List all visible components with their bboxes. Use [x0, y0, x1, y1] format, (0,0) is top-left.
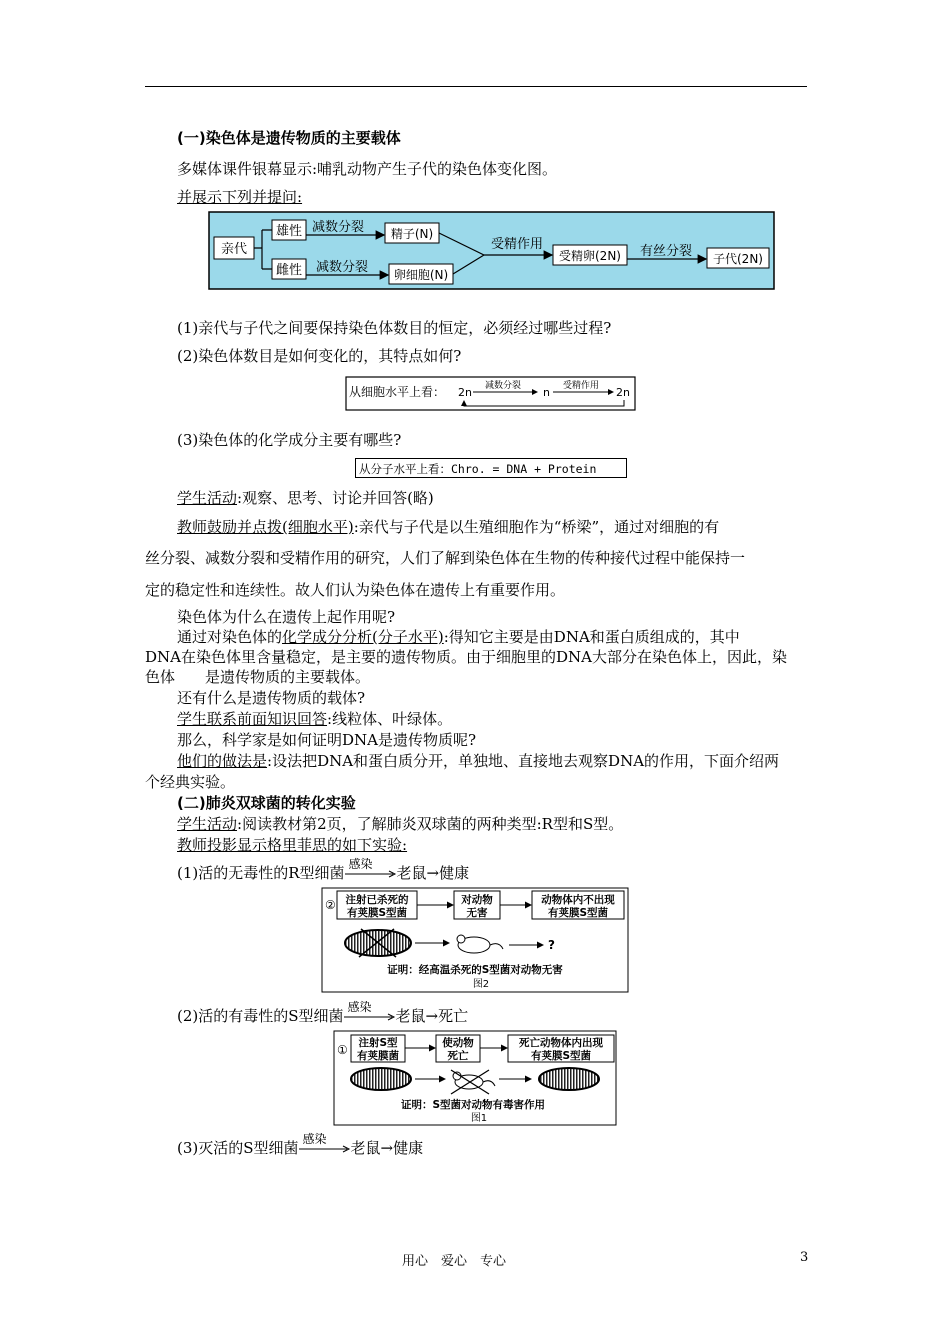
petri-dish-icon	[539, 1068, 599, 1090]
cell-level-label: 从细胞水平上看：	[349, 385, 446, 399]
experiment-2-result: 老鼠→死亡	[395, 1007, 469, 1025]
cell-end: 2n	[616, 386, 630, 399]
figure-2-box1-line1: 注射已杀死的	[345, 894, 409, 906]
figure-2-caption: 图2	[472, 979, 490, 990]
student-read-text: :阅读教材第2页，了解肺炎双球菌的两种类型:R型和S型。	[237, 815, 624, 833]
experiment-3-result: 老鼠→健康	[350, 1139, 424, 1157]
molecule-level-box: 从分子水平上看：Chro. = DNA + Protein	[355, 458, 627, 478]
figure-2-box2-line2: 无害	[466, 907, 488, 919]
chromosome-flow-diagram	[208, 211, 776, 291]
fertilization-label: 受精作用	[490, 237, 544, 252]
paragraph: 色体 是遗传物质的主要载体。	[145, 668, 371, 686]
figure-1-box2-line1: 使动物	[442, 1037, 474, 1049]
cell-mid: n	[543, 386, 550, 399]
teacher-text: :亲代与子代是以生殖细胞作为“桥梁”，通过对细胞的有	[353, 518, 720, 536]
paragraph: 个经典实验。	[145, 773, 236, 791]
infect-arrow	[344, 1000, 396, 1025]
infect-label: 感染	[302, 1132, 327, 1146]
meiosis-label: 减数分裂	[315, 260, 369, 275]
paragraph: 并展示下列并提问:	[177, 188, 303, 206]
figure-1	[333, 1030, 617, 1126]
method-label: 他们的做法是	[177, 752, 268, 770]
infect-arrow	[345, 857, 397, 882]
infect-label: 感染	[347, 1000, 372, 1014]
paragraph: 丝分裂、减数分裂和受精作用的研究，人们了解到染色体在生物的传种接代过程中能保持一	[145, 549, 746, 567]
paragraph: 定的稳定性和连续性。故人们认为染色体在遗传上有重要作用。	[145, 581, 566, 599]
egg-label: 卵细胞(N)	[393, 268, 449, 282]
analysis-prefix: 通过对染色体的	[177, 628, 283, 646]
student-read-line	[177, 815, 623, 833]
experiment-3-text: (3)灭活的S型细菌	[177, 1139, 299, 1157]
experiment-2-line	[177, 1000, 469, 1025]
student-answer-label: 学生联系前面知识回答	[177, 710, 328, 728]
analysis-line	[177, 628, 740, 646]
student-activity-line	[177, 489, 434, 507]
figure-1-box2-line2: 死亡	[447, 1050, 469, 1062]
figure-1-box3-line2: 有荚膜S型菌	[530, 1050, 592, 1062]
cell-step1: 减数分裂	[484, 381, 522, 391]
question-3: (3)染色体的化学成分主要有哪些?	[177, 431, 402, 449]
method-text: :设法把DNA和蛋白质分开，单独地、直接地去观察DNA的作用，下面介绍两	[267, 752, 780, 770]
experiment-1-result: 老鼠→健康	[396, 864, 470, 882]
question-2: (2)染色体数目是如何变化的，其特点如何?	[177, 347, 462, 365]
experiment-1-line	[177, 857, 470, 882]
meiosis-label: 减数分裂	[311, 220, 365, 235]
figure-2-box3-line2: 有荚膜S型菌	[547, 907, 609, 919]
figure-2-box3-line1: 动物体内不出现	[541, 894, 615, 906]
analysis-label: 化学成分分析(分子水平)	[282, 628, 444, 646]
teacher-label: 教师鼓励并点拨(细胞水平)	[177, 518, 354, 536]
infect-arrow	[299, 1132, 351, 1157]
mitosis-label: 有丝分裂	[639, 244, 693, 259]
figure-2	[321, 887, 629, 993]
section2-heading: (二)肺炎双球菌的转化实验	[177, 794, 356, 812]
male-label: 雄性	[275, 224, 303, 239]
figure-1-proof: 证明：S型菌对动物有毒害作用	[400, 1099, 546, 1111]
cell-step2: 受精作用	[562, 381, 600, 391]
paragraph: 多媒体课件银幕显示:哺乳动物产生子代的染色体变化图。	[177, 160, 558, 178]
figure-1-box1-line1: 注射S型	[358, 1037, 398, 1049]
figure-2-question: ?	[548, 938, 555, 952]
experiment-2-text: (2)活的有毒性的S型细菌	[177, 1007, 344, 1025]
cell-start: 2n	[458, 386, 472, 399]
paragraph: DNA在染色体里含量稳定，是主要的遗传物质。由于细胞里的DNA大部分在染色体上，因此，染	[145, 648, 787, 666]
sperm-label: 精子(N)	[390, 227, 434, 241]
figure-1-number: ①	[337, 1043, 348, 1057]
zygote-label: 受精卵(2N)	[559, 249, 621, 263]
infect-label: 感染	[348, 857, 373, 871]
figure-2-proof: 证明：经高温杀死的S型菌对动物无害	[387, 964, 563, 976]
figure-2-box2-line1: 对动物	[461, 894, 493, 906]
analysis-text: :得知它主要是由DNA和蛋白质组成的，其中	[443, 628, 740, 646]
figure-2-number: ②	[325, 898, 336, 912]
student-activity-text: :观察、思考、讨论并回答(略)	[237, 489, 434, 507]
figure-1-caption: 图1	[470, 1113, 488, 1124]
student-activity-label: 学生活动	[177, 489, 238, 507]
experiment-3-line	[177, 1132, 424, 1157]
method-line	[177, 752, 779, 770]
paragraph: 那么，科学家是如何证明DNA是遗传物质呢?	[177, 731, 477, 749]
figure-1-box1-line2: 有荚膜菌	[357, 1050, 399, 1062]
footer-motto: 用心 爱心 专心	[402, 1254, 507, 1269]
page-number: 3	[800, 1250, 809, 1265]
offspring-label: 子代(2N)	[713, 252, 763, 266]
section1-heading: (一)染色体是遗传物质的主要载体	[177, 129, 401, 147]
question-1: (1)亲代与子代之间要保持染色体数目的恒定，必须经过哪些过程?	[177, 319, 612, 337]
female-label: 雌性	[275, 263, 303, 278]
paragraph: 教师投影显示格里菲思的如下实验:	[177, 836, 408, 854]
student-answer-line	[177, 710, 452, 728]
header-rule	[145, 86, 807, 87]
student-read-label: 学生活动	[177, 815, 238, 833]
figure-1-box3-line1: 死亡动物体内出现	[519, 1037, 603, 1049]
cell-level-box	[345, 376, 637, 412]
petri-dish-icon	[351, 1068, 411, 1090]
teacher-line	[177, 518, 719, 536]
figure-2-box1-line2: 有荚膜S型菌	[346, 907, 408, 919]
experiment-1-text: (1)活的无毒性的R型细菌	[177, 864, 345, 882]
paragraph: 染色体为什么在遗传上起作用呢?	[177, 608, 396, 626]
parent-label: 亲代	[220, 242, 248, 257]
student-answer-text: :线粒体、叶绿体。	[327, 710, 453, 728]
paragraph: 还有什么是遗传物质的载体?	[177, 689, 366, 707]
